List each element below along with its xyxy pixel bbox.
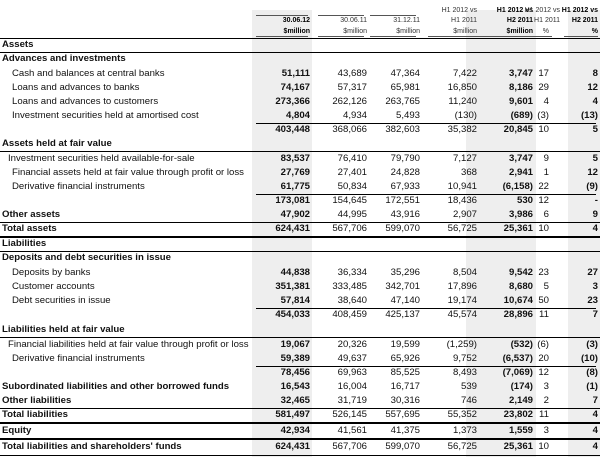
- section-liab-fair-value: Liabilities held at fair value: [2, 324, 125, 335]
- table-row: [0, 394, 600, 408]
- table-row: [0, 95, 600, 109]
- row-label: Other liabilities: [2, 395, 72, 406]
- cell-col6: 6: [543, 209, 549, 220]
- row-label: Total liabilities and shareholders' funds: [2, 441, 182, 452]
- cell-col2: 408,459: [332, 309, 367, 320]
- cell-col4: 7,422: [452, 68, 477, 79]
- cell-col6: 12: [538, 195, 549, 206]
- cell-col3: 35,296: [390, 267, 420, 278]
- cell-col1: 27,769: [280, 167, 310, 178]
- cell-col6: 23: [538, 267, 549, 278]
- section-held-fair-value: Assets held at fair value: [2, 138, 112, 149]
- hdr-col2-date: 30.06.11: [340, 17, 367, 24]
- cell-col4: 1,373: [452, 425, 477, 436]
- cell-col5: 2,941: [508, 167, 533, 178]
- table-row: [0, 294, 600, 308]
- cell-col7: (13): [580, 110, 598, 121]
- hdr-col7-line2: H2 2011: [571, 17, 598, 24]
- hdr-col6-unit: %: [542, 28, 549, 35]
- cell-col5: 530: [516, 195, 533, 206]
- cell-col6: 1: [543, 167, 549, 178]
- cell-col7: 12: [587, 82, 598, 93]
- cell-col3: 43,916: [390, 209, 420, 220]
- cell-col5: (6,537): [502, 353, 533, 364]
- cell-col1: 403,448: [275, 124, 310, 135]
- cell-col6: 12: [538, 367, 549, 378]
- row-label: Investment securities held at amortised cost: [12, 110, 199, 121]
- cell-col1: 74,167: [280, 82, 310, 93]
- cell-col1: 44,838: [280, 267, 310, 278]
- cell-col4: 56,725: [447, 441, 477, 452]
- cell-col2: 333,485: [332, 281, 367, 292]
- cell-col7: 4: [592, 425, 598, 436]
- table-row: [0, 180, 600, 194]
- cell-col4: 10,941: [447, 181, 477, 192]
- cell-col5: 9,542: [508, 267, 533, 278]
- cell-col7: 7: [592, 395, 598, 406]
- cell-col3: 65,981: [390, 82, 420, 93]
- hdr-col5-line1: H1 2012 vs: [496, 7, 533, 14]
- cell-col1: 42,934: [280, 425, 310, 436]
- cell-col6: (3): [537, 110, 549, 121]
- cell-col6: 5: [543, 281, 549, 292]
- cell-col4: 368: [460, 167, 477, 178]
- cell-col3: 263,765: [385, 96, 420, 107]
- cell-col7: 3: [592, 281, 598, 292]
- cell-col5: 3,747: [508, 68, 533, 79]
- cell-col4: (1,259): [446, 339, 477, 350]
- cell-col6: 10: [538, 124, 549, 135]
- cell-col1: 454,033: [275, 309, 310, 320]
- cell-col5: 8,186: [508, 82, 533, 93]
- cell-col2: 49,637: [337, 353, 367, 364]
- cell-col1: 273,366: [275, 96, 310, 107]
- cell-col1: 173,081: [275, 195, 310, 206]
- cell-col2: 31,719: [337, 395, 367, 406]
- row-label: Total assets: [2, 223, 57, 234]
- cell-col5: 9,601: [508, 96, 533, 107]
- cell-col3: 65,926: [390, 353, 420, 364]
- cell-col5: 3,747: [508, 153, 533, 164]
- cell-col3: 342,701: [385, 281, 420, 292]
- cell-col1: 78,456: [280, 367, 310, 378]
- table-row: [0, 81, 600, 95]
- cell-col2: 57,317: [337, 82, 367, 93]
- row-label: Investment securities held available-for-sale: [8, 153, 195, 164]
- cell-col7: (9): [586, 181, 598, 192]
- table-row: [0, 380, 600, 394]
- cell-col3: 41,375: [390, 425, 420, 436]
- cell-col1: 16,543: [280, 381, 310, 392]
- cell-col1: 59,389: [280, 353, 310, 364]
- cell-col1: 19,067: [280, 339, 310, 350]
- table-row: [0, 208, 600, 222]
- cell-col2: 43,689: [337, 68, 367, 79]
- cell-col1: 32,465: [280, 395, 310, 406]
- cell-col2: 69,963: [337, 367, 367, 378]
- row-label: Other assets: [2, 209, 61, 220]
- cell-col5: 8,680: [508, 281, 533, 292]
- cell-col6: 4: [543, 96, 549, 107]
- cell-col2: 567,706: [332, 441, 367, 452]
- cell-col3: 599,070: [385, 223, 420, 234]
- table-row: [0, 424, 600, 438]
- cell-col7: 4: [592, 96, 598, 107]
- cell-col3: 85,525: [390, 367, 420, 378]
- cell-col3: 30,316: [390, 395, 420, 406]
- row-label: Financial assets held at fair value through profit or loss: [12, 167, 244, 178]
- cell-col2: 526,145: [332, 409, 367, 420]
- cell-col6: 3: [543, 425, 549, 436]
- row-label: Derivative financial instruments: [12, 181, 145, 192]
- hdr-col7-line1: H1 2012 vs: [561, 7, 598, 14]
- cell-col5: (689): [510, 110, 533, 121]
- cell-col4: 17,896: [447, 281, 477, 292]
- table-row: [0, 109, 600, 123]
- cell-col1: 624,431: [275, 223, 310, 234]
- hdr-col5-unit: $million: [506, 28, 533, 35]
- cell-col1: 4,804: [285, 110, 310, 121]
- cell-col2: 36,334: [337, 267, 367, 278]
- section-advances: Advances and investments: [2, 53, 126, 64]
- row-label: Debt securities in issue: [12, 295, 111, 306]
- row-label: Subordinated liabilities and other borrowed funds: [2, 381, 230, 392]
- cell-col3: 67,933: [390, 181, 420, 192]
- cell-col7: 4: [592, 441, 598, 452]
- cell-col6: 17: [538, 68, 549, 79]
- cell-col1: 61,775: [280, 181, 310, 192]
- table-row: [0, 308, 600, 322]
- cell-col7: (8): [586, 367, 598, 378]
- cell-col5: 23,802: [503, 409, 533, 420]
- table-row: [0, 152, 600, 166]
- cell-col4: 7,127: [452, 153, 477, 164]
- cell-col3: 557,695: [385, 409, 420, 420]
- table-row: [0, 194, 600, 208]
- row-label: Deposits by banks: [12, 267, 91, 278]
- table-row: [0, 366, 600, 380]
- section-assets: Assets: [2, 39, 34, 50]
- cell-col5: (6,158): [502, 181, 533, 192]
- cell-col7: 4: [592, 409, 598, 420]
- cell-col3: 47,364: [390, 68, 420, 79]
- cell-col5: 28,896: [503, 309, 533, 320]
- table-row: [0, 266, 600, 280]
- cell-col4: 2,907: [452, 209, 477, 220]
- cell-col6: 22: [538, 181, 549, 192]
- table-row: [0, 67, 600, 81]
- hdr-col3-date: 31.12.11: [393, 17, 420, 24]
- cell-col2: 44,995: [337, 209, 367, 220]
- cell-col2: 567,706: [332, 223, 367, 234]
- row-label: Total liabilities: [2, 409, 68, 420]
- cell-col1: 351,381: [275, 281, 310, 292]
- cell-col5: (174): [510, 381, 533, 392]
- cell-col5: 20,845: [503, 124, 533, 135]
- cell-col4: 16,850: [447, 82, 477, 93]
- cell-col5: (7,069): [502, 367, 533, 378]
- cell-col2: 4,934: [342, 110, 367, 121]
- table-row: [0, 352, 600, 366]
- cell-col2: 50,834: [337, 181, 367, 192]
- row-label: Equity: [2, 425, 32, 436]
- cell-col6: 11: [539, 409, 549, 420]
- hdr-col7-unit: %: [591, 28, 598, 35]
- cell-col3: 425,137: [385, 309, 420, 320]
- cell-col6: 3: [543, 381, 549, 392]
- cell-col7: 27: [587, 267, 598, 278]
- cell-col2: 38,640: [337, 295, 367, 306]
- cell-col3: 16,717: [390, 381, 420, 392]
- section-deposits: Deposits and debt securities in issue: [2, 252, 172, 263]
- cell-col7: (3): [586, 339, 598, 350]
- cell-col6: 9: [543, 153, 549, 164]
- row-label: Derivative financial instruments: [12, 353, 145, 364]
- cell-col2: 41,561: [337, 425, 367, 436]
- cell-col6: 20: [538, 353, 549, 364]
- hdr-col1-unit: $million: [283, 28, 310, 35]
- cell-col7: (10): [580, 353, 598, 364]
- cell-col2: 262,126: [332, 96, 367, 107]
- cell-col5: 25,361: [503, 441, 533, 452]
- cell-col1: 624,431: [275, 441, 310, 452]
- cell-col3: 172,551: [385, 195, 420, 206]
- hdr-col4-unit: $million: [453, 28, 477, 35]
- table-row: [0, 166, 600, 180]
- hdr-col6-line2: H1 2011: [534, 17, 560, 24]
- row-label: Financial liabilities held at fair value through profit or loss: [8, 339, 249, 350]
- cell-col2: 27,401: [337, 167, 367, 178]
- table-row: [0, 222, 600, 236]
- cell-col6: 10: [538, 223, 549, 234]
- cell-col5: 10,674: [503, 295, 533, 306]
- cell-col1: 83,537: [280, 153, 310, 164]
- cell-col1: 51,111: [281, 68, 310, 79]
- hdr-col3-unit: $million: [396, 28, 420, 35]
- hdr-col5-line2: H2 2011: [506, 17, 533, 24]
- cell-col5: (532): [510, 339, 533, 350]
- table-row: [0, 440, 600, 454]
- cell-col3: 19,599: [390, 339, 420, 350]
- cell-col1: 47,902: [280, 209, 310, 220]
- cell-col7: 12: [587, 167, 598, 178]
- cell-col4: 19,174: [447, 295, 477, 306]
- cell-col2: 154,645: [332, 195, 367, 206]
- section-liabilities: Liabilities: [2, 238, 47, 249]
- cell-col1: 581,497: [275, 409, 310, 420]
- cell-col4: 55,352: [447, 409, 477, 420]
- row-label: Cash and balances at central banks: [12, 68, 165, 79]
- cell-col4: 18,436: [447, 195, 477, 206]
- row-label: Customer accounts: [12, 281, 95, 292]
- cell-col6: 50: [538, 295, 549, 306]
- cell-col4: 8,504: [452, 267, 477, 278]
- hdr-col1-date: 30.06.12: [282, 17, 310, 24]
- cell-col6: 29: [538, 82, 549, 93]
- cell-col2: 16,004: [337, 381, 367, 392]
- table-row: [0, 338, 600, 352]
- cell-col4: (130): [454, 110, 477, 121]
- cell-col2: 20,326: [337, 339, 367, 350]
- cell-col3: 79,790: [390, 153, 420, 164]
- cell-col5: 25,361: [503, 223, 533, 234]
- cell-col5: 3,986: [508, 209, 533, 220]
- cell-col7: 8: [592, 68, 598, 79]
- cell-col4: 746: [460, 395, 477, 406]
- row-label: Loans and advances to banks: [12, 82, 140, 93]
- table-row: [0, 280, 600, 294]
- cell-col7: 23: [587, 295, 598, 306]
- cell-col6: 2: [543, 395, 549, 406]
- cell-col1: 57,814: [280, 295, 310, 306]
- cell-col4: 8,493: [452, 367, 477, 378]
- table-row: [0, 408, 600, 422]
- cell-col7: 7: [592, 309, 598, 320]
- cell-col5: 2,149: [508, 395, 533, 406]
- cell-col7: -: [594, 195, 598, 206]
- cell-col3: 47,140: [390, 295, 420, 306]
- cell-col3: 599,070: [385, 441, 420, 452]
- cell-col3: 382,603: [385, 124, 420, 135]
- cell-col4: 45,574: [447, 309, 477, 320]
- cell-col7: (1): [586, 381, 598, 392]
- cell-col3: 24,828: [390, 167, 420, 178]
- cell-col6: 10: [538, 441, 549, 452]
- hdr-col2-unit: $million: [343, 28, 367, 35]
- cell-col4: 11,240: [448, 96, 477, 107]
- cell-col7: 5: [592, 124, 598, 135]
- hdr-col4-line1: H1 2012 vs: [441, 7, 477, 14]
- cell-col7: 5: [592, 153, 598, 164]
- cell-col7: 4: [592, 223, 598, 234]
- table-row: [0, 123, 600, 137]
- hdr-col6-line1: H1 2012 vs: [524, 7, 560, 14]
- cell-col4: 539: [460, 381, 477, 392]
- cell-col2: 368,066: [332, 124, 367, 135]
- cell-col2: 76,410: [337, 153, 367, 164]
- cell-col4: 35,382: [447, 124, 477, 135]
- hdr-col4-line2: H1 2011: [451, 17, 477, 24]
- cell-col7: 9: [592, 209, 598, 220]
- cell-col3: 5,493: [395, 110, 420, 121]
- cell-col4: 9,752: [452, 353, 477, 364]
- row-label: Loans and advances to customers: [12, 96, 159, 107]
- cell-col5: 1,559: [508, 425, 533, 436]
- cell-col6: (6): [537, 339, 549, 350]
- cell-col4: 56,725: [447, 223, 477, 234]
- cell-col6: 11: [539, 309, 549, 320]
